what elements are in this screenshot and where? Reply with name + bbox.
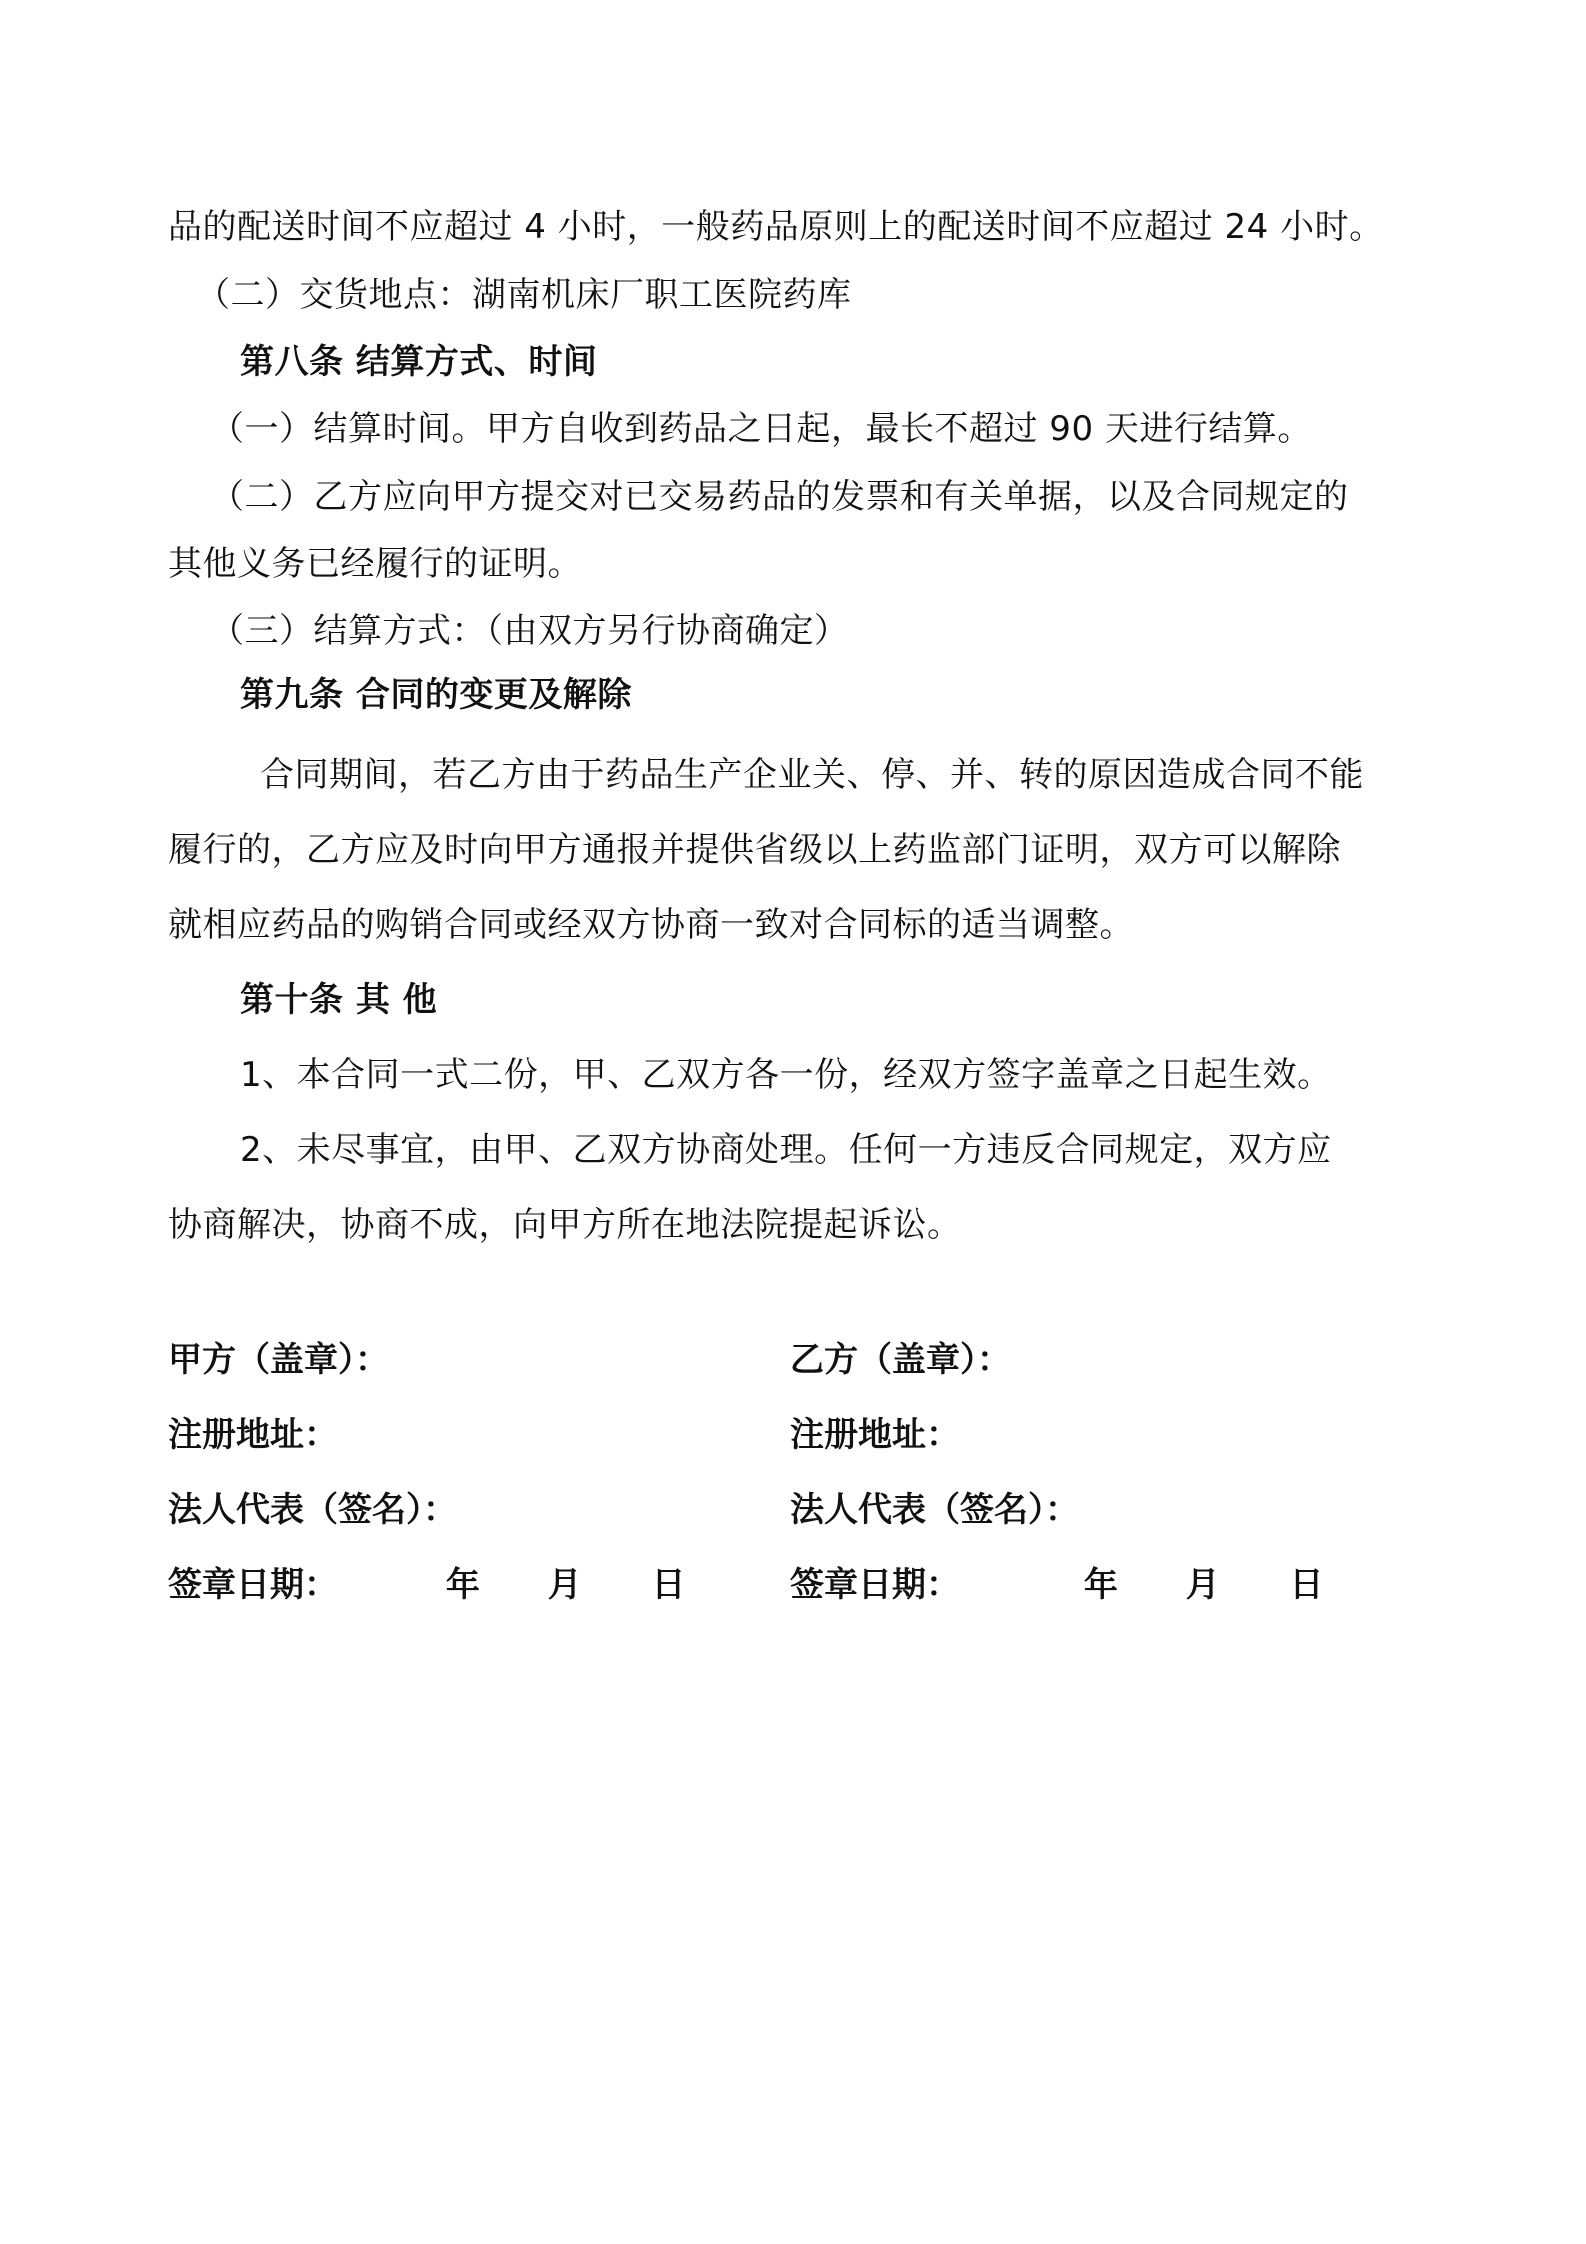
paragraph-delivery-location: （二）交货地点：湖南机床厂职工医院药库 [196, 275, 852, 315]
party-b-date-row [790, 1563, 1324, 1607]
article-10-title: 第十条 其 他 [240, 980, 438, 1020]
party-a-seal-label: 甲方（盖章）： [168, 1340, 389, 1380]
party-a-legal-rep-label: 法人代表（签名）： [168, 1490, 457, 1530]
party-a-address-label: 注册地址： [168, 1415, 338, 1455]
party-a-day-label: 日 [651, 1565, 686, 1605]
article-9-title: 第九条 合同的变更及解除 [240, 675, 632, 715]
article-8-title: 第八条 结算方式、时间 [240, 342, 598, 382]
article-9-paragraph-line-1: 合同期间，若乙方由于药品生产企业关、停、并、转的原因造成合同不能 [260, 755, 1364, 795]
article-9-paragraph-line-2: 履行的，乙方应及时向甲方通报并提供省级以上药监部门证明，双方可以解除 [168, 830, 1341, 870]
party-b-address-label: 注册地址： [790, 1415, 960, 1455]
party-b-legal-rep-label: 法人代表（签名）： [790, 1490, 1079, 1530]
article-10-item-2-line-2: 协商解决，协商不成，向甲方所在地法院提起诉讼。 [168, 1205, 962, 1245]
paragraph-delivery-time: 品的配送时间不应超过 4 小时，一般药品原则上的配送时间不应超过 24 小时。 [168, 207, 1384, 247]
article-9-paragraph-line-3: 就相应药品的购销合同或经双方协商一致对合同标的适当调整。 [168, 905, 1134, 945]
party-a-month-label: 月 [547, 1565, 582, 1605]
party-b-seal-label: 乙方（盖章）： [790, 1340, 1011, 1380]
article-10-item-1: 1、本合同一式二份，甲、乙双方各一份，经双方签字盖章之日起生效。 [240, 1055, 1332, 1095]
party-b-date-label: 签章日期： [790, 1565, 960, 1605]
article-8-item-2-line-2: 其他义务已经履行的证明。 [168, 544, 582, 584]
party-a-year-label: 年 [445, 1565, 480, 1605]
party-a-date-label: 签章日期： [168, 1565, 338, 1605]
party-a-date-row [168, 1563, 686, 1607]
article-8-item-2-line-1: （二）乙方应向甲方提交对已交易药品的发票和有关单据，以及合同规定的 [210, 477, 1349, 517]
article-8-item-1: （一）结算时间。甲方自收到药品之日起，最长不超过 90 天进行结算。 [210, 409, 1312, 449]
party-b-month-label: 月 [1185, 1565, 1220, 1605]
article-8-item-3: （三）结算方式：（由双方另行协商确定） [210, 611, 849, 651]
party-b-year-label: 年 [1083, 1565, 1118, 1605]
party-b-day-label: 日 [1289, 1565, 1324, 1605]
article-10-item-2-line-1: 2、未尽事宜，由甲、乙双方协商处理。任何一方违反合同规定，双方应 [240, 1130, 1332, 1170]
